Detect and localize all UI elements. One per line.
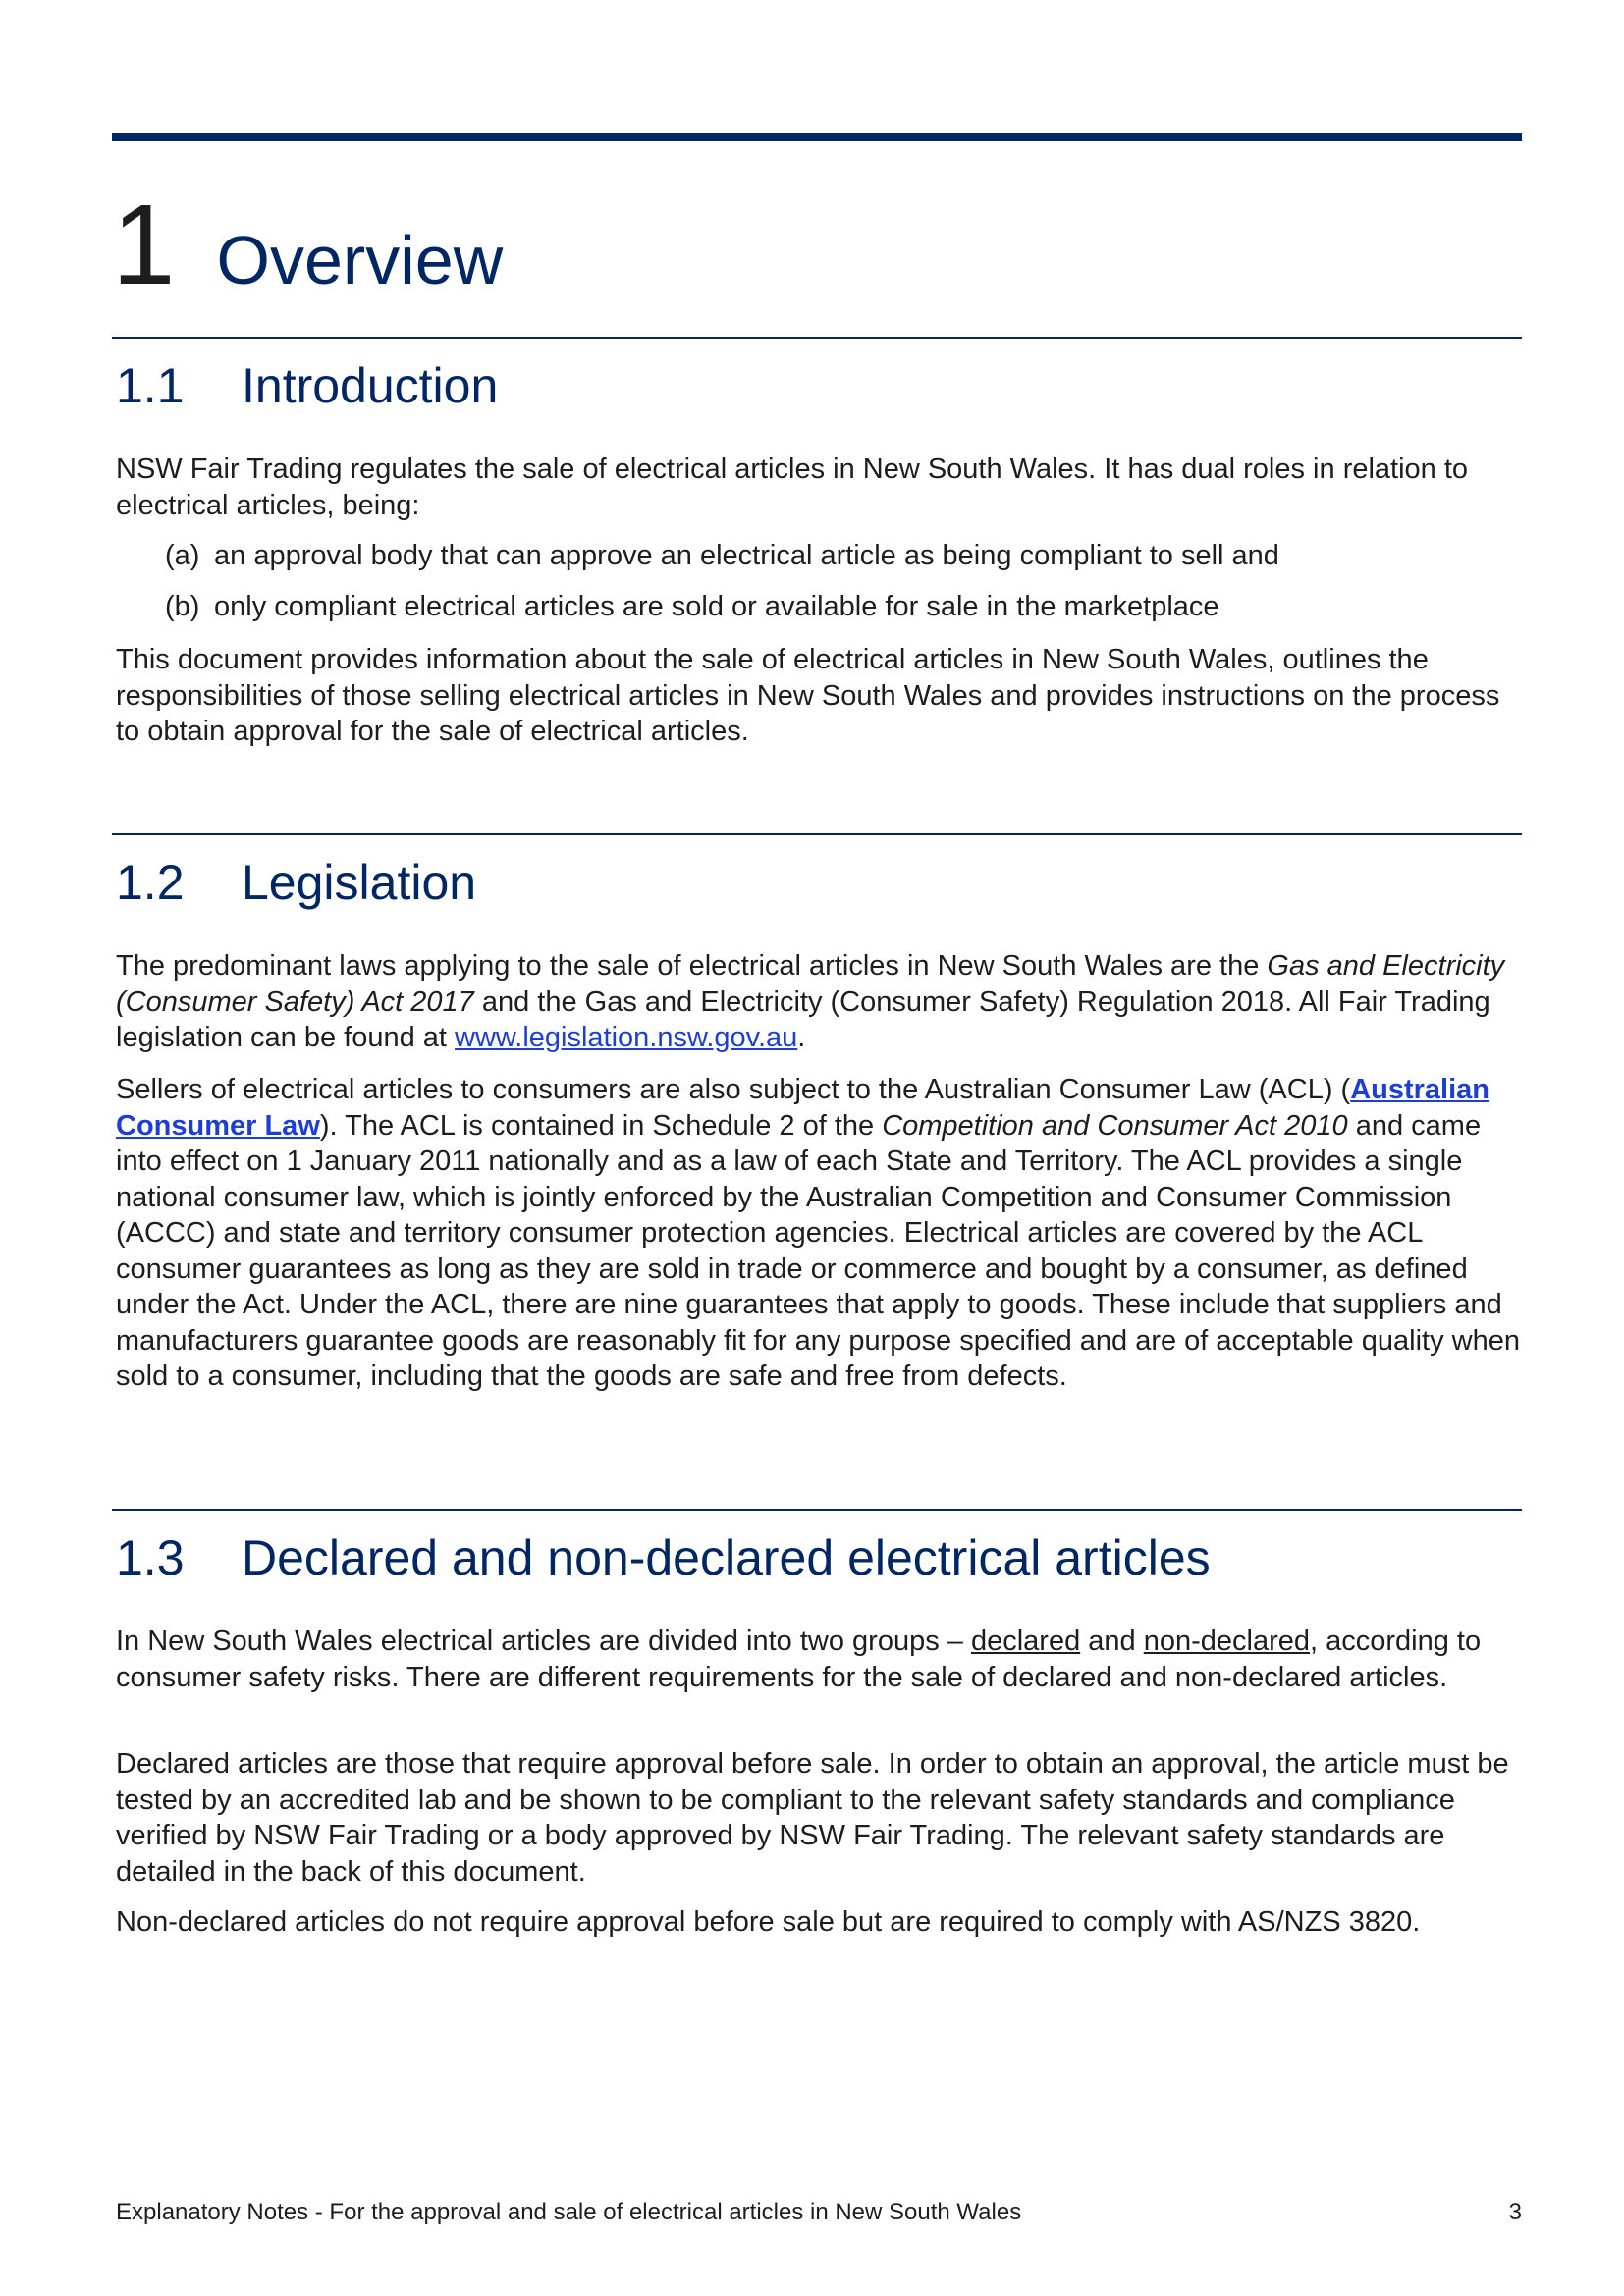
list-marker: (b): [165, 591, 200, 622]
act-title: Gas and Electricity (Consumer Safety) Act 2017: [116, 950, 1505, 1018]
text-run: .: [797, 1022, 806, 1053]
section-number: 1.3: [116, 1530, 185, 1585]
list-item: [165, 589, 1520, 625]
section-heading-introduction: [116, 357, 498, 414]
page-number: 3: [1508, 2199, 1522, 2225]
text-run: and: [1080, 1626, 1144, 1657]
non-declared-term: non-declared: [1143, 1626, 1310, 1657]
section-heading-legislation: [116, 854, 476, 911]
text-run: , according to consumer safety risks. There are different requirements for the sale of declared and non-declared articles.: [116, 1626, 1482, 1693]
section-divider: [112, 1509, 1522, 1511]
list-item: [165, 538, 1520, 574]
declared-articles-paragraph: Declared articles are those that require approval before sale. In order to obtain an approval, the article must be tested by an accredited lab and be shown to be compliant to the relevant safety standards and compliance verified by NSW Fair Trading or a body approved by NSW Fair Trading. The relevant safety standards are detailed in the back of this document.: [116, 1748, 1509, 1888]
page-footer: [116, 2199, 1522, 2226]
declared-groups-paragraph: [116, 1624, 1530, 1695]
acl-paragraph: [116, 1072, 1530, 1395]
declared-term: declared: [970, 1626, 1081, 1657]
chapter-number: 1: [112, 181, 174, 308]
text-run: In New South Wales electrical articles are divided into two groups –: [116, 1626, 971, 1657]
australian-consumer-law-link[interactable]: Australian Consumer Law: [116, 1074, 1490, 1142]
section-number: 1.2: [116, 855, 185, 910]
chapter-heading: [112, 179, 503, 310]
non-declared-articles-paragraph: Non-declared articles do not require approval before sale but are required to comply with AS/NZS 3820.: [116, 1906, 1421, 1938]
legislation-paragraph: [116, 948, 1530, 1056]
text-run: Sellers of electrical articles to consumers are also subject to the Australian Consumer Law (ACL) (: [116, 1074, 1351, 1105]
footer-text: Explanatory Notes - For the approval and sale of electrical articles in New South Wales: [116, 2199, 1022, 2225]
intro-paragraph-2: This document provides information about the sale of electrical articles in New South Wales, outlines the responsibilities of those selling electrical articles in New South Wales and provides instructions on the process to obtain approval for the sale of electrical articles.: [116, 644, 1500, 747]
section-title: Legislation: [242, 855, 477, 910]
text-run: and came into effect on 1 January 2011 nationally and as a law of each State and Territory. The ACL provides a single national consumer law, which is jointly enforced by the Australian Competition and Consumer Commission (ACCC) and state and territory consumer protection agencies. Electrical articles are covered by the ACL consumer guarantees as long as they are sold in trade or commerce and bought by a consumer, as defined under the Act. Under the ACL, there are nine guarantees that apply to goods. These include that suppliers and manufacturers guarantee goods are reasonably fit for any purpose specified and are of acceptable quality when sold to a consumer, including that the goods are safe and free from defects.: [116, 1109, 1520, 1392]
section-title: Declared and non-declared electrical articles: [242, 1530, 1211, 1585]
text-run: and the Gas and Electricity (Consumer Safety) Regulation 2018. All Fair Trading legislation can be found at: [116, 986, 1490, 1053]
text-run: The predominant laws applying to the sale of electrical articles in New South Wales are the: [116, 950, 1268, 982]
section-divider: [112, 337, 1522, 339]
section-number: 1.1: [116, 358, 185, 413]
text-run: ). The ACL is contained in Schedule 2 of the: [319, 1109, 883, 1142]
list-item-text: only compliant electrical articles are sold or available for sale in the marketplace: [214, 591, 1219, 622]
list-marker: (a): [165, 540, 200, 571]
chapter-title: Overview: [216, 222, 504, 298]
section-heading-declared-articles: [116, 1529, 1211, 1586]
intro-paragraph: NSW Fair Trading regulates the sale of electrical articles in New South Wales. It has dual roles in relation to electrical articles, being:: [116, 454, 1469, 521]
act-title: Competition and Consumer Act 2010: [882, 1109, 1348, 1142]
section-divider: [112, 833, 1522, 835]
legislation-link[interactable]: www.legislation.nsw.gov.au: [455, 1022, 798, 1053]
list-item-text: an approval body that can approve an electrical article as being compliant to sell and: [214, 540, 1279, 571]
chapter-top-rule: [112, 133, 1522, 141]
section-title: Introduction: [242, 358, 499, 413]
